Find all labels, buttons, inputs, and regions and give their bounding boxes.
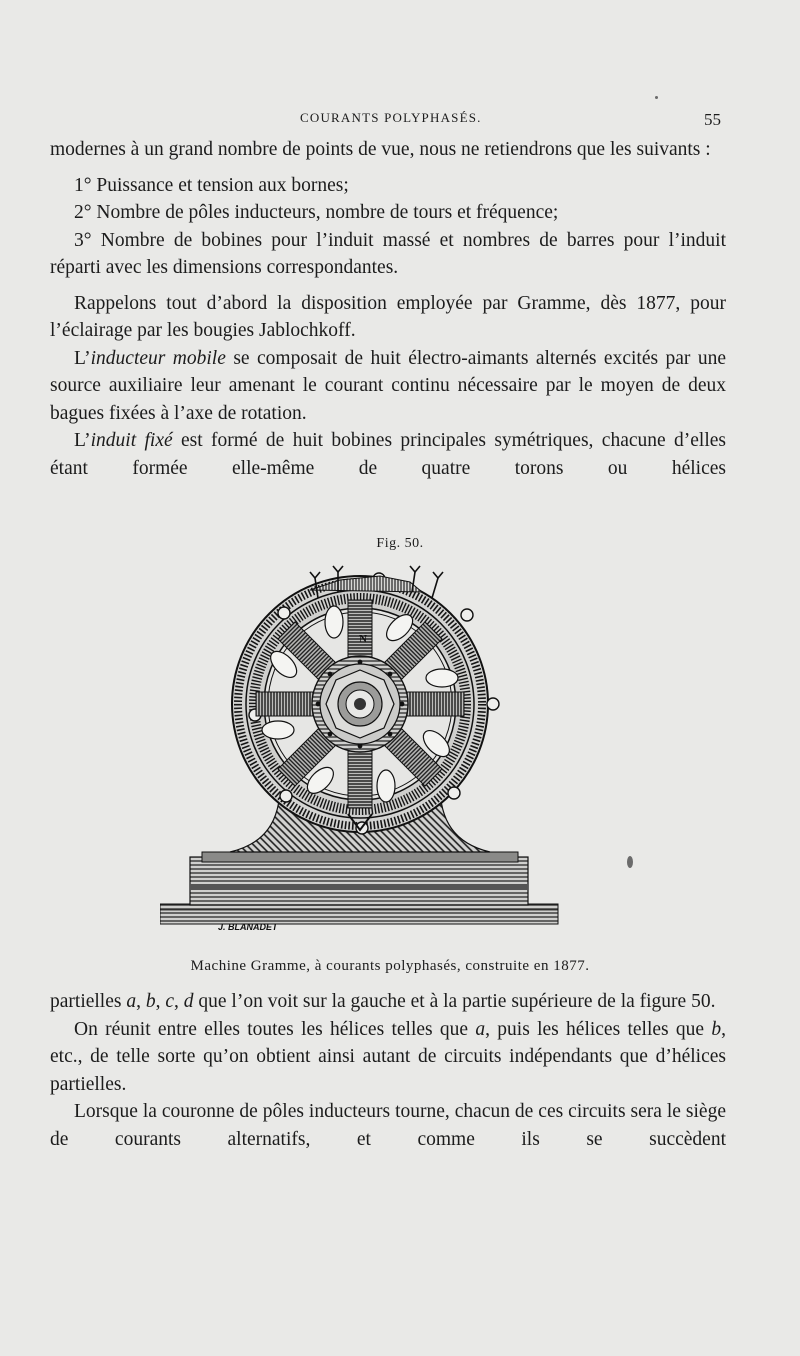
italic-letter: b xyxy=(145,991,156,1012)
text-run: L’ xyxy=(74,430,91,451)
paragraph: Lorsque la couronne de pôles inducteurs tourne, chacun de ces circuits sera le siège de courants alternatifs, et comme ils se succèdent xyxy=(50,1101,726,1150)
text-run: se composait de huit électro-aimants alternés excités par une source auxiliaire leur amenant le courant continu nécessaire par le moyen de deux bagues fixées à l’axe de rotation. xyxy=(50,347,726,424)
list-item: 2° Nombre de pôles inducteurs, nombre de tours et fréquence; xyxy=(74,202,559,223)
running-title: COURANTS POLYPHASÉS. xyxy=(300,110,482,125)
italic-letter: b xyxy=(711,1018,722,1040)
body-text-top xyxy=(50,136,726,482)
figure-label: Fig. 50. xyxy=(376,536,424,551)
figure-illustration xyxy=(160,552,560,942)
ink-spot xyxy=(655,96,658,99)
page-header xyxy=(0,110,800,132)
text-run: , etc., de telle sorte qu’on obtient ainsi autant de circuits indépendants que d’hélices partielles. xyxy=(50,1018,726,1095)
italic-letter: c xyxy=(165,991,174,1012)
list-item: 1° Puissance et tension aux bornes; xyxy=(74,174,349,196)
text-run: , xyxy=(136,991,146,1012)
text-run: On réunit entre elles toutes les hélices telles que xyxy=(74,1018,476,1040)
text-run: , xyxy=(155,991,166,1012)
ink-spot xyxy=(627,856,633,868)
text-run: est formé de huit bobines principales symétriques, chacune d’elles étant formée elle-même de quatre torons ou hélices xyxy=(50,430,726,479)
list-item: 3° Nombre de bobines pour l’induit massé et nombres de barres pour l’induit réparti avec les dimensions correspondantes. xyxy=(50,229,726,278)
paragraph xyxy=(50,427,726,482)
text-run: L’ xyxy=(74,347,91,369)
italic-letter: a xyxy=(475,1018,486,1040)
body-text-bottom xyxy=(50,988,726,1153)
italic-term: induit fixé xyxy=(90,430,173,451)
page-number: 55 xyxy=(704,110,721,129)
italic-term: inducteur mobile xyxy=(90,347,226,369)
figure-caption: Machine Gramme, à courants polyphasés, construite en 1877. xyxy=(190,958,590,974)
italic-letter: a xyxy=(126,991,137,1012)
engraver-signature: J. BLANADET xyxy=(218,922,278,932)
paragraph xyxy=(50,988,726,1016)
pole-mark: N xyxy=(359,633,367,645)
text-run: , puis les hélices telles que xyxy=(485,1018,712,1040)
paragraph: modernes à un grand nombre de points de vue, nous ne retiendrons que les suivants : xyxy=(50,139,711,160)
italic-letter: d xyxy=(183,991,194,1012)
text-run: que l’on voit sur la gauche et à la partie supérieure de la figure 50. xyxy=(193,991,716,1012)
paragraph: Rappelons tout d’abord la disposition employée par Gramme, dès 1877, pour l’éclairage par les bougies Jablochkoff. xyxy=(50,292,726,341)
paragraph xyxy=(50,345,726,428)
text-run: , xyxy=(174,991,184,1012)
gramme-machine-engraving xyxy=(160,552,560,942)
paragraph xyxy=(50,1016,726,1099)
text-run: partielles xyxy=(50,991,127,1012)
